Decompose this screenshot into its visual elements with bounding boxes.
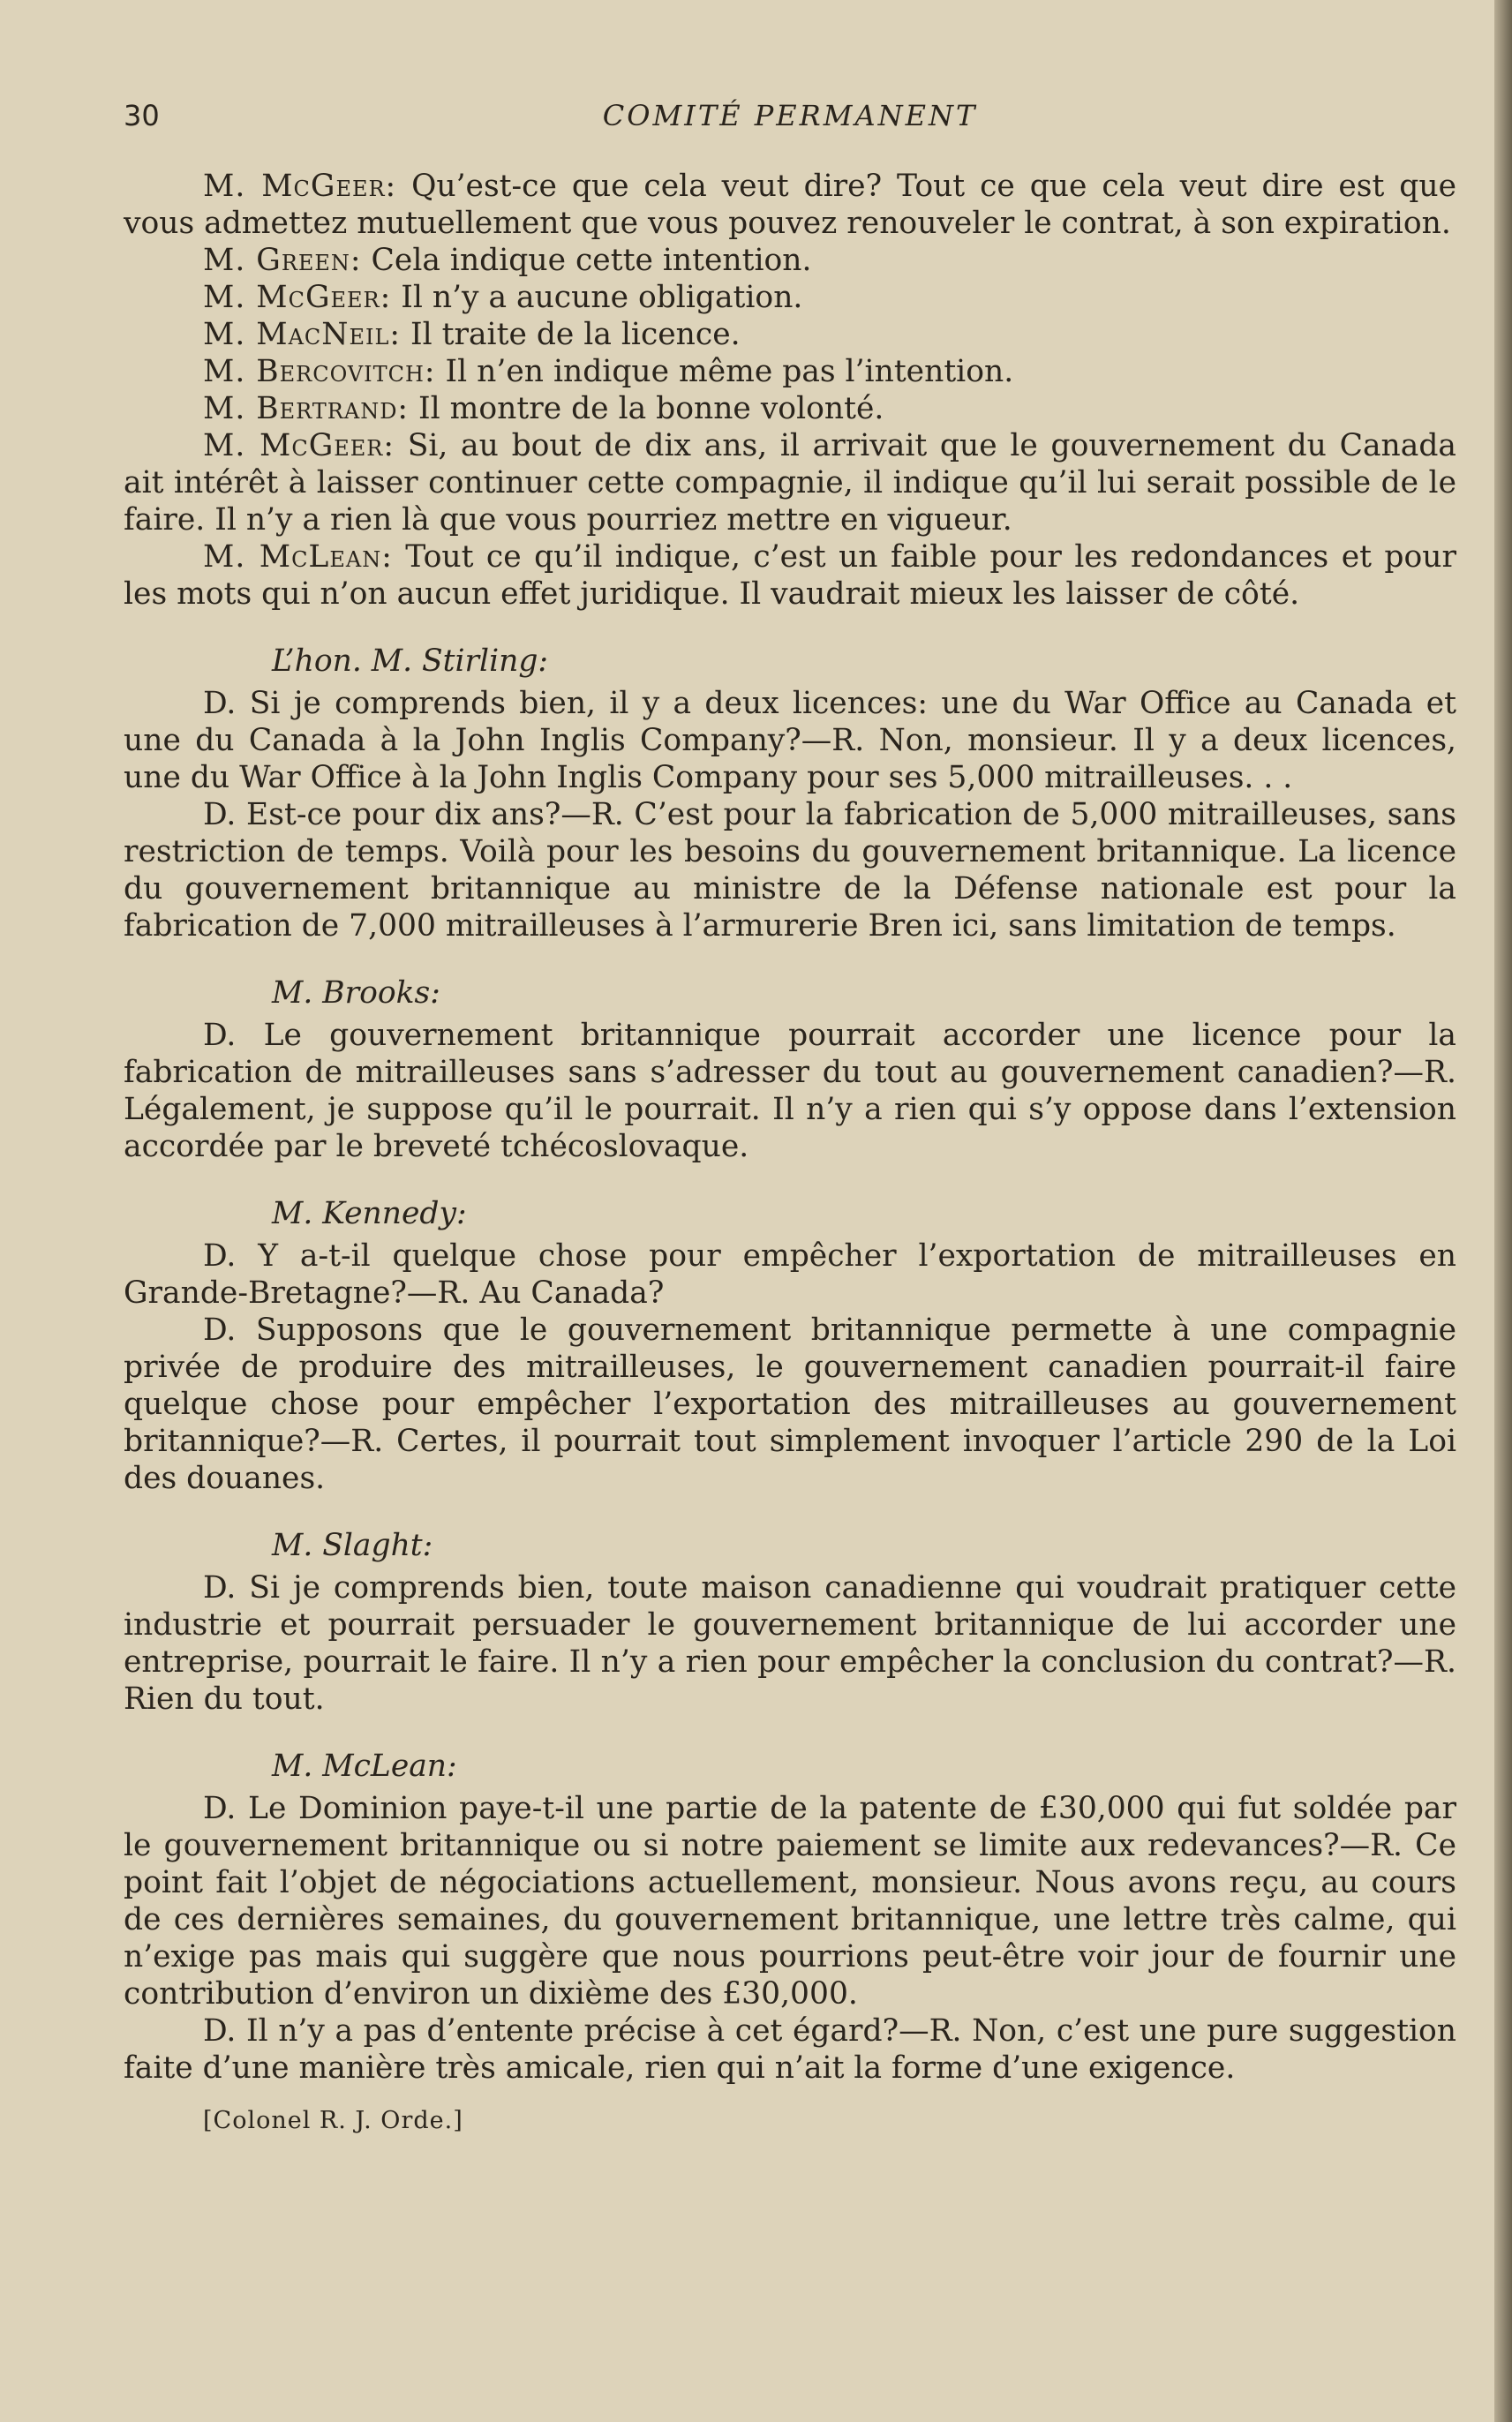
section-heading: M. Brooks: — [272, 975, 440, 1011]
section-heading: L’hon. M. Stirling: — [272, 643, 549, 679]
dialogue-text: Il n’y a aucune obligation. — [391, 280, 803, 315]
speaker-name: M. Green: — [203, 243, 362, 278]
dialogue-text: Il traite de la licence. — [401, 317, 741, 352]
qa-paragraph: D. Si je comprends bien, toute maison canadienne qui voudrait pratiquer cette industrie et pourrait persuader le gouvernement britannique de lui accorder une entreprise, pourrait le faire. Il n’y a rien pour empêcher la conclusion du contrat?—R. Rien du tout. — [124, 1570, 1456, 1717]
section-heading: M. Kennedy: — [272, 1196, 467, 1231]
speaker-name: M. McLean: — [203, 539, 393, 575]
dialogue-line — [124, 353, 1456, 390]
section-heading: M. McLean: — [272, 1749, 457, 1784]
section-heading: M. Slaght: — [272, 1528, 433, 1563]
speaker-name: M. McGeer: — [203, 280, 392, 315]
dialogue-line — [124, 390, 1456, 427]
qa-paragraph: D. Y a-t-il quelque chose pour empêcher l’exportation de mitrailleuses en Grande-Bretagne?—R. Au Canada? — [124, 1238, 1456, 1311]
dialogue-text: Cela indique cette intention. — [361, 243, 812, 278]
dialogue-line — [124, 279, 1456, 316]
dialogue-line — [124, 538, 1456, 613]
page-number: 30 — [124, 99, 160, 132]
page-body — [124, 168, 1456, 2140]
dialogue-text: Il n’en indique même pas l’intention. — [435, 354, 1014, 389]
dialogue-text: Si, au bout de dix ans, il arrivait que le gouvernement du Canada ait intérêt à laisser continuer cette compagnie, il indique qu’il lui serait possible de le faire. Il n’y a rien là que vous pourriez mettre en vigueur. — [124, 428, 1456, 538]
speaker-name: M. Bercovitch: — [203, 354, 436, 389]
qa-paragraph: D. Le gouvernement britannique pourrait accorder une licence pour la fabrication de mitrailleuses sans s’adresser du tout au gouvernement canadien?—R. Légalement, je suppose qu’il le pourrait. Il n’y a rien qui s’y oppose dans l’extension accordée par le breveté tchécoslovaque. — [124, 1018, 1456, 1164]
speaker-name: M. McGeer: — [203, 169, 397, 204]
qa-paragraph: D. Supposons que le gouvernement britannique permette à une compagnie privée de produire des mitrailleuses, le gouvernement canadien pourrait-il faire quelque chose pour empêcher l’exportation des mitrailleuses au gouvernement britannique?—R. Certes, il pourrait tout simplement invoquer l’article 290 de la Loi des douanes. — [124, 1313, 1456, 1496]
dialogue-line — [124, 168, 1456, 242]
running-head: COMITÉ PERMANENT — [602, 99, 978, 132]
qa-paragraph: D. Est-ce pour dix ans?—R. C’est pour la fabrication de 5,000 mitrailleuses, sans restriction de temps. Voilà pour les besoins du gouvernement britannique. La licence du gouvernement britannique au ministre de la Défense nationale est pour la fabrication de 7,000 mitrailleuses à l’armurerie Bren ici, sans limitation de temps. — [124, 797, 1456, 944]
page-header — [124, 99, 1456, 143]
footer-witness: [Colonel R. J. Orde.] — [203, 2107, 463, 2134]
speaker-name: M. McGeer: — [203, 428, 395, 463]
speaker-name: M. MacNeil: — [203, 317, 402, 352]
qa-paragraph: D. Si je comprends bien, il y a deux licences: une du War Office au Canada et une du Canada à la John Inglis Company?—R. Non, monsieur. Il y a deux licences, une du War Office à la John Inglis Company pour ses 5,000 mitrailleuses. . . — [124, 686, 1456, 795]
speaker-name: M. Bertrand: — [203, 391, 410, 426]
dialogue-line — [124, 427, 1456, 538]
binding-edge — [1494, 0, 1512, 2422]
dialogue-text: Il montre de la bonne volonté. — [409, 391, 884, 426]
dialogue-line — [124, 242, 1456, 279]
dialogue-text: Tout ce qu’il indique, c’est un faible pour les redondances et pour les mots qui n’on aucun effet juridique. Il vaudrait mieux les laisser de côté. — [124, 539, 1456, 612]
qa-paragraph: D. Le Dominion paye-t-il une partie de la patente de £30,000 qui fut soldée par le gouvernement britannique ou si notre paiement se limite aux redevances?—R. Ce point fait l’objet de négociations actuellement, monsieur. Nous avons reçu, au cours de ces dernières semaines, du gouvernement britannique, une lettre très calme, qui n’exige pas mais qui suggère que nous pourrions peut-être voir jour de fournir une contribution d’environ un dixième des £30,000. — [124, 1791, 1456, 2012]
qa-paragraph: D. Il n’y a pas d’entente précise à cet égard?—R. Non, c’est une pure suggestion faite d’une manière très amicale, rien qui n’ait la forme d’une exigence. — [124, 2013, 1456, 2086]
dialogue-line — [124, 316, 1456, 353]
dialogue-text: Qu’est-ce que cela veut dire? Tout ce que cela veut dire est que vous admettez mutuellement que vous pouvez renouveler le contrat, à son expiration. — [124, 169, 1456, 241]
